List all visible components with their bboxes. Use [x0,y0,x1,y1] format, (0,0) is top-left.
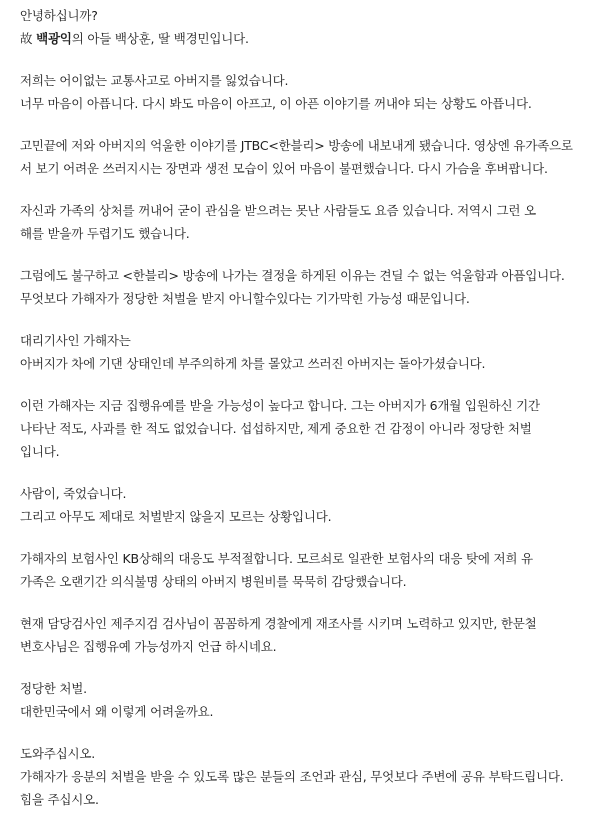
paragraph-line: 그럼에도 불구하고 <한블리> 방송에 나가는 결정을 하게된 이유는 견딜 수 없는 억울함과 아픔입니다. [20,268,565,283]
paragraph-line: 변호사님은 집행유예 가능성까지 언급 하시네요. [20,639,277,654]
paragraph-line: 그리고 아무도 제대로 처벌받지 않을지 모르는 상황입니다. [20,509,332,524]
paragraph-line: 자신과 가족의 상처를 꺼내어 굳이 관심을 받으려는 못난 사람들도 요즘 있습니다. 저역시 그런 오 [20,203,536,218]
paragraph-line: 힘을 주십시오. [20,792,99,807]
paragraph-line: 가족은 오랜기간 의식불명 상태의 아버지 병원비를 묵묵히 감당했습니다. [20,574,407,589]
paragraph-7 [20,482,590,528]
paragraph-5 [20,329,590,375]
paragraph-line: 아버지가 차에 기댄 상태인데 부주의하게 차를 몰았고 쓰러진 아버지는 돌아가셨습니다. [20,356,486,371]
intro-prefix: 故 [20,31,37,46]
paragraph-line: 현재 담당검사인 제주지검 검사님이 꼼꼼하게 경찰에게 재조사를 시키며 노력하고 있지만, 한문철 [20,616,537,631]
paragraph-1 [20,69,590,115]
paragraph-line: 사람이, 죽었습니다. [20,486,127,501]
father-name: 백광익 [36,31,72,46]
paragraph-6 [20,394,590,463]
paragraph-3 [20,199,590,245]
paragraph-9 [20,612,590,658]
paragraph-line: 너무 마음이 아픕니다. 다시 봐도 마음이 아프고, 이 아픈 이야기를 꺼내야 되는 상황도 아픕니다. [20,96,532,111]
paragraph-line: 대한민국에서 왜 이렇게 어려울까요. [20,704,214,719]
paragraph-8 [20,547,590,593]
paragraph-line: 가해자의 보험사인 KB상해의 대응도 부적절합니다. 모르쇠로 일관한 보험사의 대응 탓에 저희 유 [20,551,533,566]
paragraph-line: 대리기사인 가해자는 [20,333,131,348]
paragraph-10 [20,677,590,723]
paragraph-2 [20,134,590,180]
paragraph-line: 도와주십시오. [20,746,96,761]
greeting-paragraph [20,4,590,50]
paragraph-line: 정당한 처벌. [20,681,87,696]
greeting-line: 안녕하십니까? [20,8,98,23]
paragraph-11 [20,742,590,811]
paragraph-line: 가해자가 응분의 처벌을 받을 수 있도록 많은 분들의 조언과 관심, 무엇보다 주변에 공유 부탁드립니다. [20,769,564,784]
paragraph-4 [20,264,590,310]
paragraph-line: 입니다. [20,444,60,459]
letter-body [20,4,590,830]
paragraph-line: 서 보기 어려운 쓰러지시는 장면과 생전 모습이 있어 마음이 불편했습니다. 다시 가슴을 후벼팝니다. [20,161,548,176]
paragraph-line: 고민끝에 저와 아버지의 억울한 이야기를 JTBC<한블리> 방송에 내보내게 됐습니다. 영상엔 유가족으로 [20,138,573,153]
intro-suffix: 의 아들 백상훈, 딸 백경민입니다. [71,31,249,46]
paragraph-line: 무엇보다 가해자가 정당한 처벌을 받지 아니할수있다는 기가막힌 가능성 때문입니다. [20,291,470,306]
intro-line [20,27,590,50]
paragraph-line: 저희는 어이없는 교통사고로 아버지를 잃었습니다. [20,73,289,88]
paragraph-line: 나타난 적도, 사과를 한 적도 없었습니다. 섭섭하지만, 제게 중요한 건 감정이 아니라 정당한 처벌 [20,421,532,436]
paragraph-line: 이런 가해자는 지금 집행유예를 받을 가능성이 높다고 합니다. 그는 아버지가 6개월 입원하신 기간 [20,398,540,413]
paragraph-line: 해를 받을까 두렵기도 했습니다. [20,226,190,241]
